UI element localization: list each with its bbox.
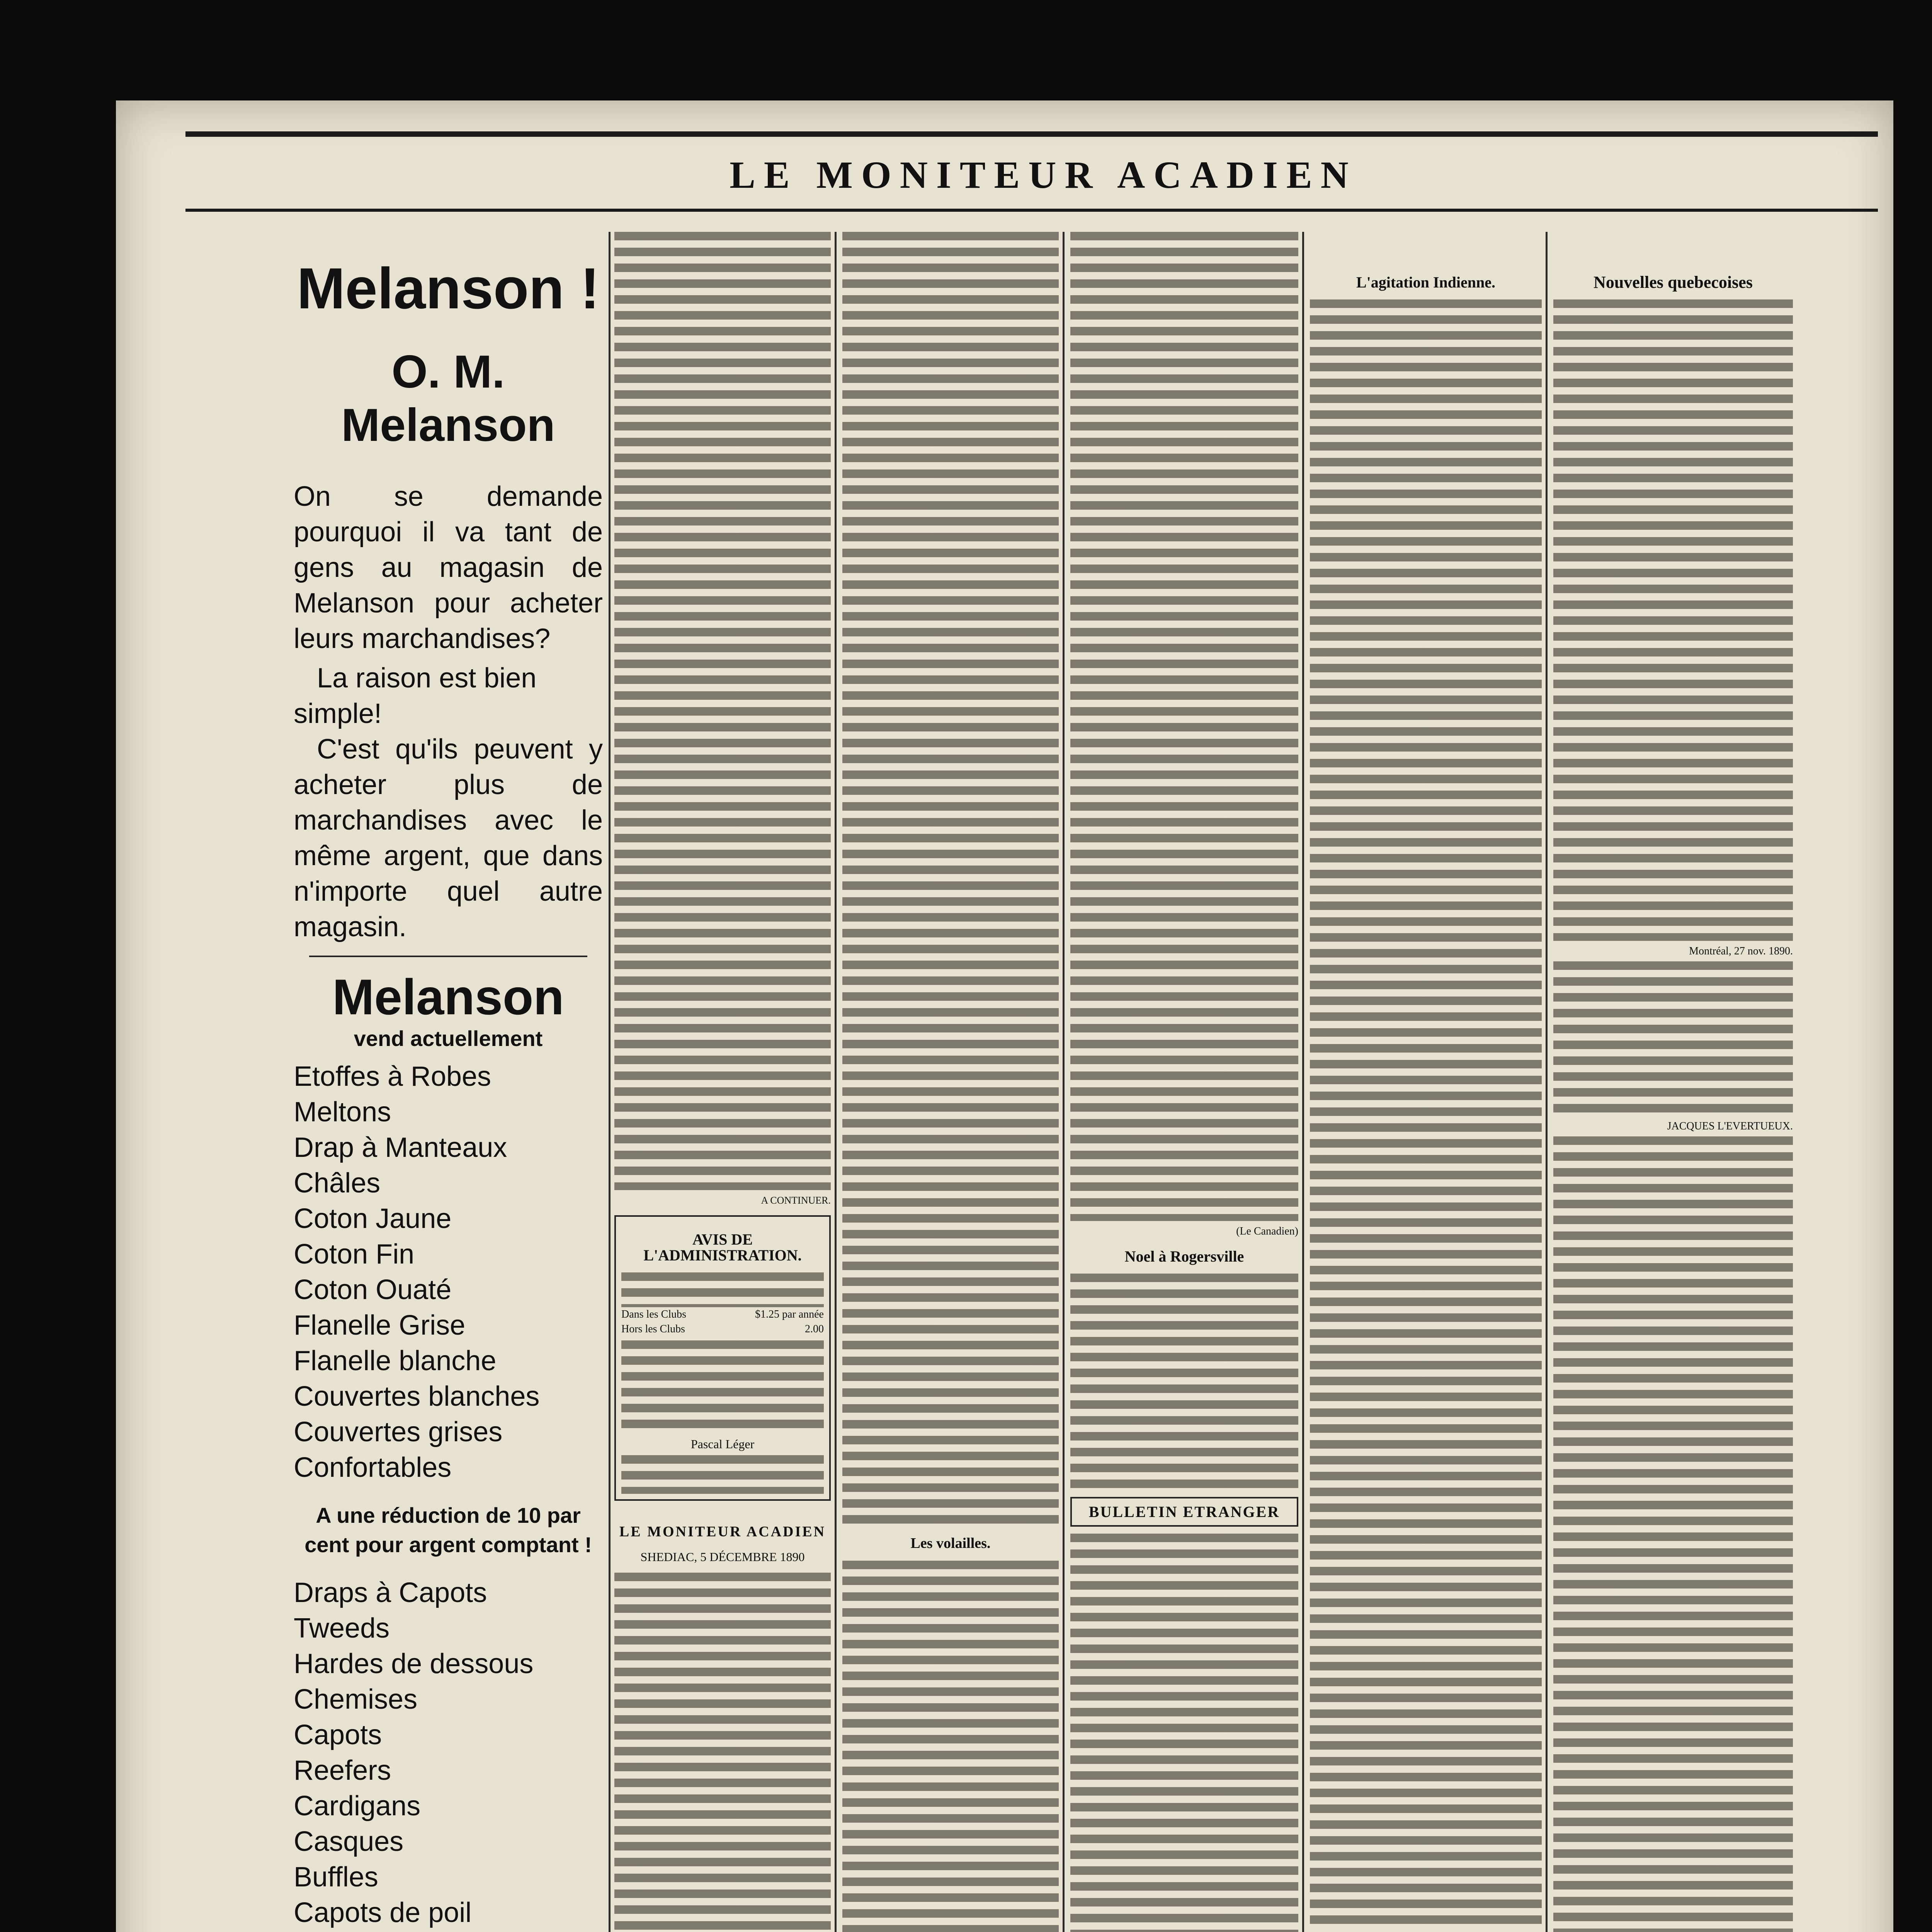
ad-list-item: Meltons	[294, 1097, 391, 1128]
ad-list-item: Etoffes à Robes	[294, 1061, 491, 1092]
price-row	[621, 1307, 824, 1322]
masthead-small: LE MONITEUR ACADIEN	[619, 1524, 826, 1540]
continue-note: A CONTINUER.	[761, 1195, 831, 1206]
ad-list-item: Couvertes blanches	[294, 1381, 540, 1412]
melanson-advertisement	[294, 232, 603, 1932]
signer-name: Pascal Léger	[690, 1437, 755, 1451]
ad-list-item: Flanelle blanche	[294, 1345, 497, 1376]
ad-list-item: Flanelle Grise	[294, 1310, 466, 1341]
body-text	[842, 1561, 1059, 1932]
source-credit: (Le Canadien)	[1236, 1225, 1298, 1237]
price-value: $1.25 par année	[755, 1308, 824, 1320]
column-rule	[1302, 232, 1304, 1932]
ad-list-item: Drap à Manteaux	[294, 1132, 507, 1163]
body-text	[1553, 1136, 1793, 1932]
ad-melanson: Melanson	[332, 969, 564, 1025]
column-rule	[1546, 232, 1548, 1932]
avis-text	[621, 1455, 824, 1494]
body-text	[614, 232, 831, 1190]
ad-list-item: Chemises	[294, 1684, 418, 1715]
body-text	[842, 232, 1059, 1526]
letter-signer: JACQUES L'EVERTUEUX.	[1667, 1120, 1793, 1132]
price-value: 2.00	[805, 1323, 824, 1335]
ad-list-item: Capots	[294, 1719, 382, 1750]
noel-title: Noel à Rogersville	[1124, 1248, 1244, 1265]
fabric-list	[294, 1059, 603, 1485]
body-text	[1070, 1534, 1298, 1932]
column-3	[842, 232, 1059, 1932]
ad-divider	[309, 956, 587, 957]
body-text	[614, 1573, 831, 1932]
ad-list-item	[294, 1930, 603, 1932]
ad-intro: On se demande pourquoi il va tant de gens au magasin de Melanson pour acheter leurs marchandises?	[294, 481, 603, 654]
ad-reason: La raison est bien simple!	[294, 663, 537, 729]
ad-list-item: Coton Fin	[294, 1239, 415, 1270]
ad-list-item: Couvertes grises	[294, 1417, 503, 1447]
avis-text	[621, 1272, 824, 1307]
masthead: LE MONITEUR ACADIEN	[730, 153, 1357, 196]
avis-box	[614, 1215, 831, 1501]
ad-list-item: Draps à Capots	[294, 1577, 487, 1608]
ad-list-item: Tweeds	[294, 1613, 390, 1644]
ad-title-full: O. M. Melanson	[341, 346, 555, 451]
ad-reduction: A une réduction de 10 par cent pour argent comptant !	[304, 1503, 592, 1557]
column-rule	[835, 232, 837, 1932]
ad-list-item: Casques	[294, 1826, 404, 1857]
price-label: Dans les Clubs	[621, 1308, 686, 1320]
ad-list-item: Reefers	[294, 1755, 391, 1786]
avis-title: AVIS DE L'ADMINISTRATION.	[643, 1231, 802, 1264]
clothing-list	[294, 1575, 603, 1932]
body-text	[1070, 1274, 1298, 1490]
price-row	[621, 1322, 824, 1337]
body-text	[1310, 299, 1542, 1930]
letter-date: Montréal, 27 nov. 1890.	[1689, 945, 1793, 957]
ad-vend: vend actuellement	[354, 1026, 543, 1051]
body-text	[1070, 232, 1298, 1221]
column-rule	[609, 232, 611, 1932]
dateline: SHEDIAC, 5 DÉCEMBRE 1890	[640, 1550, 805, 1564]
masthead-rule	[185, 131, 1878, 137]
ad-list-item: Châles	[294, 1168, 381, 1199]
ad-list-item: Buffles	[294, 1862, 378, 1893]
ad-reason-detail: C'est qu'ils peuvent y acheter plus de marchandises avec le même argent, que dans n'importe quel autre magasin.	[294, 734, 603, 942]
column-6	[1553, 232, 1793, 1932]
body-text	[1553, 961, 1793, 1116]
volailles-title: Les volailles.	[910, 1535, 991, 1551]
ad-list-item: Coton Ouaté	[294, 1274, 452, 1305]
ad-list-item: Capots de poil	[294, 1897, 472, 1928]
ad-title-short: Melanson !	[297, 256, 600, 321]
agitation-title: L'agitation Indienne.	[1356, 274, 1496, 291]
ad-list-item: Coton Jaune	[294, 1203, 452, 1234]
column-rule	[1063, 232, 1065, 1932]
nouvelles-title: Nouvelles quebecoises	[1594, 273, 1753, 292]
price-label: Hors les Clubs	[621, 1323, 685, 1335]
avis-text	[621, 1340, 824, 1433]
body-text	[1553, 299, 1793, 941]
ad-list-item: Hardes de dessous	[294, 1648, 534, 1679]
masthead-rule	[185, 209, 1878, 212]
ad-list-item: Cardigans	[294, 1791, 421, 1821]
column-5	[1310, 232, 1542, 1932]
ad-list-item: Confortables	[294, 1452, 452, 1483]
column-4	[1070, 232, 1298, 1932]
bulletin-title: BULLETIN ETRANGER	[1070, 1497, 1298, 1527]
column-2	[614, 232, 831, 1932]
